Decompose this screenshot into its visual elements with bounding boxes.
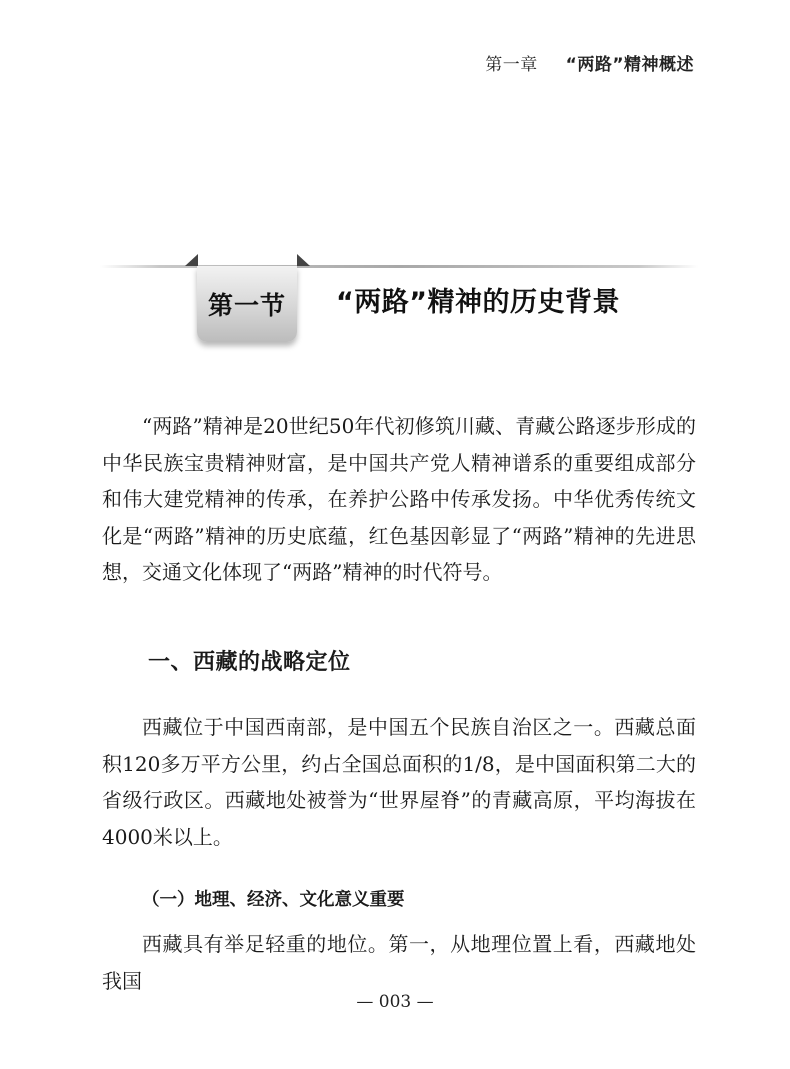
- body-paragraph: 西藏位于中国西南部，是中国五个民族自治区之一。西藏总面积120多万平方公里，约占全国总面积的1/8，是中国面积第二大的省级行政区。西藏地处被誉为“世界屋脊”的青藏高原，平均海拔在4000米以上。: [102, 715, 696, 849]
- running-head-title: “两路”精神概述: [565, 55, 694, 75]
- ribbon-fold-left: [185, 254, 198, 266]
- heading-level-2: （一）地理、经济、文化意义重要: [142, 890, 405, 910]
- body-paragraph-continued: 西藏具有举足轻重的地位。第一，从地理位置上看，西藏地处我国: [102, 932, 696, 993]
- section-banner: [0, 250, 790, 360]
- section-tab: [197, 266, 297, 342]
- intro-paragraph: “两路”精神是20世纪50年代初修筑川藏、青藏公路逐步形成的中华民族宝贵精神财富，是中国共产党人精神谱系的重要组成部分和伟大建党精神的传承，在养护公路中传承发扬。中华优秀传统文化是“两路”精神的历史底蕴，红色基因彰显了“两路”精神的先进思想，交通文化体现了“两路”精神的时代符号。: [102, 414, 696, 584]
- heading-level-1: 一、西藏的战略定位: [148, 649, 351, 675]
- section-title: “两路”精神的历史背景: [336, 287, 620, 318]
- running-head: [485, 50, 694, 75]
- page-number: — 003 —: [356, 992, 434, 1012]
- running-head-chapter: 第一章: [485, 55, 538, 75]
- ribbon-fold-right: [297, 254, 310, 266]
- section-label: 第一节: [207, 291, 286, 320]
